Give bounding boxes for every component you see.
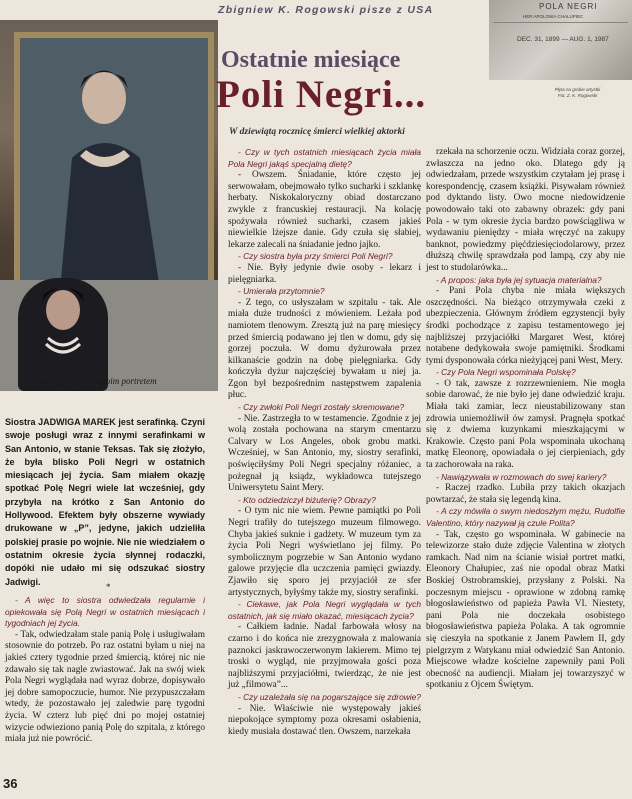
seated-figure-icon: [18, 278, 108, 391]
interview-question: - Czy zwłoki Poli Negri zostały skremowane?: [238, 402, 405, 413]
author-byline: Zbigniew K. Rogowski pisze z USA: [218, 4, 434, 16]
interview-question: - Czy siostra była przy śmierci Poli Negri?: [238, 251, 393, 262]
interview-question: - Nawiązywała w rozmowach do swej kariery?: [436, 471, 607, 482]
column-middle: [228, 147, 421, 738]
interview-answer: - Nie. Zastrzegła to w testamencie. Zgodnie z jej wolą została pochowana na starym cmentarzu Calvary w Los Angeles, obok grobu matki. Wcześniej, w San Antonio, my, siostry serafinki, poświęciłyśmy Poli Negri specjalny różaniec, a pożegnał ją ksiądz, wykładowca tutejszego Uniwersytetu Saint Mery.: [228, 413, 421, 494]
interview-answer: - Z tego, co usłyszałam w szpitalu - tak. Ale miała duże trudności z mówieniem. Leżała pod namiotem tlenowym. Zresztą już na parę miesięcy przed śmiercią podawano jej tlen w domu, gdy się gorzej poczuła. W domu dyżurowała przez kilkanaście godzin na dobę pielęgniarka. Gdy kończyła dyżur najczęściej bywałam u niej ja. Zgon był bezpośrednim następstwem zapalenia płuc.: [228, 297, 421, 401]
interview-question: - Czy Pola Negri wspominała Polskę?: [436, 367, 576, 378]
plaque-name: POLA NEGRI: [539, 2, 598, 11]
headline-main: Poli Negri...: [216, 73, 427, 116]
interview-answer: - Tak, odwiedzałam stale panią Polę i usługiwałam stosownie do potrzeb. Po raz ostatni byłam u niej na jakieś cztery tygodnie przed śmiercią, której nic nie zdawało się tak nagle zwiastować. Jak na swój wiek Pola Negri wyglądała nad wyraz dobrze, dopisywało jej dobre samopoczucie, humor. Nie przypuszczałam wtedy, że pozostawało jej zaledwie parę tygodni życia. W czterz lub pięć dni po mojej ostatniej wizycie odwieziono panią Polę do szpitala, z którego miała już nie powrócić.: [5, 629, 205, 745]
interview-answer: - Nie. Były jedynie dwie osoby - lekarz i pielęgniarka.: [228, 262, 421, 285]
portrait-photo: [0, 20, 218, 391]
headline-top: Ostatnie miesiące: [221, 47, 401, 73]
headline-subtitle: W dziewiątą rocznicę śmierci wielkiej aktorki: [229, 127, 405, 137]
interview-answer: - O tym nic nie wiem. Pewne pamiątki po Poli Negri trafiły do tutejszego muzeum filmowego. Chyba jakieś suknie i gadżety. W muzeum tym za życia Poli Negri wyświetlano jej filmy. Po symbolicznym pogrzebie w San Antonio wydano galowe przyjęcie dla uczczenia pamięci gwiazdy. Zjawiło się sporo jej przyjaciół ze sfer artystycznych, byłyśmy także my, siostry serafinki.: [228, 506, 421, 598]
interview-answer: rzekała na schorzenie oczu. Widziała coraz gorzej, zwłaszcza na jedno oko. Dlatego gdy ją odwiedzałam, przede wszystkim czytałam jej prasę i korespondencję, czasem książki. Pisywałam również pod dyktando listy. Owo mocne niedowidzenie powodowało taki oto zabawny obrazek: gdy pani Pola - w tym okresie życia bardzo powściągliwa w wydawaniu pieniędzy - miała wręczyć na zakupy banknot, powiedzmy pięćdziesięciodolarowy, przez dłuższą chwilę sprawdzała pod lampą, czy aby nie jest to studolarówka...: [426, 147, 625, 273]
column-left: [5, 595, 205, 746]
interview-answer: - Raczej rzadko. Lubiła przy takich okazjach powtarzać, że stała się legendą kina.: [426, 483, 625, 505]
interview-question: - Czy uzależała się na pogarszające się zdrowie?: [238, 691, 421, 702]
article-intro: Siostra JADWIGA MAREK jest serafinką. Czyni swoje posługi wraz z innymi serafinkami w San Antonio, w stanie Teksas. Tak się złożyło, że była blisko Poli Negri w ostatnich miesiącach jej życia. Sam miałem okazję spotkać Polę Negri wiele lat wcześniej, gdy przybyła na krótko z San Antonio do Hollywood. Efektem były obszerne wywiady drukowane w „P”, jedyne, jakich udzieliła polskiej prasie po wojnie. Nie nie wiedziałem o ostatnim okresie życia słynnej rodaczki, dopóki nie udało mi się odszukać siostry Jadwigi.: [5, 417, 205, 587]
interview-answer: - Nie. Właściwie nie występowały jakieś niepokojące symptomy poza okresami osłabienia, kiedy musiała dostawać tlen. Owszem, narzekała: [228, 703, 421, 737]
interview-question: - Umierała przytomnie?: [238, 286, 325, 297]
interview-answer: - Całkiem ładnie. Nadal farbowała włosy na czarno i do końca nie zrezygnowała z malowania paznokci jaskrawoczerwonym lakierem. Mimo tej troski o wygląd, nie przyjmowała gości poza najbliższymi przyjaciółmi, twierdząc, że nie jest już „filmowa”...: [228, 622, 421, 691]
column-right: [426, 147, 625, 692]
plaque-subname: HER APOLONIA CHALUPIEC: [523, 14, 584, 19]
interview-question: - A propos: jaka była jej sytuacja materialna?: [436, 274, 602, 285]
interview-question: - Ciekawe, jak Pola Negri wyglądała w tych ostatnich, jak się miało okazać, miesiącach życia?: [228, 599, 421, 621]
interview-answer: - O tak, zawsze z rozrzewnieniem. Nie mogła sobie darować, że nie było jej dane odwiedzić kraju. Miała taki zamiar, lecz nieustabilizowany stan zdrowia uniemożliwił ów zamysł. Pragnęła spotkać się z dwiema kuzynkami mieszkającymi w Krakowie. Często pani Pola wspominała ukochaną matkę Eleonorę, opowiadała o jej cierpieniach, gdy ta zachorowała na raka.: [426, 378, 625, 471]
interview-question: - Kto odziedziczył biżuterię? Obrazy?: [238, 494, 376, 505]
portrait-figure-icon: [20, 38, 208, 290]
grave-plaque-photo: [489, 0, 632, 80]
interview-question: - Czy w tych ostatnich miesiącach życia miała Pola Negri jakąś specjalną dietę?: [228, 147, 421, 169]
interview-answer: - Pani Pola chyba nie miała większych oszczędności. Na bieżąco otrzymywała czeki z ubezpieczenia. Głównym źródłem egzystencji były środki pochodzące z zapisu testamentowego jej najbliższej przyjaciółki Margaret West, której notabene dedykowała swoje pamiętniki. Środkami tymi dysponowała córka nieżyjącej pani West, Mery.: [426, 286, 625, 366]
pola-negri-seated: [18, 278, 108, 391]
interview-question: - A więc to siostra odwiedzała regularnie i opiekowała się Polą Negri w ostatnich miesiącach i tygodniach jej życia.: [5, 595, 205, 629]
section-separator: *: [106, 582, 111, 592]
plaque-divider: [493, 22, 628, 23]
plaque-dates: DEC. 31, 1899 — AUG. 1, 1987: [517, 36, 609, 43]
interview-question: - A czy mówiła o swym niedoszłym mężu, Rudolfie Valentino, który nazywał ją czule Polita?: [426, 506, 625, 528]
interview-answer: - Tak, często go wspominała. W gabinecie na telewizorze stało duże zdjęcie Valentina w złotych ramkach. Nad nim na ścianie wisiał portret matki, Eleonory Chałupiec, zaś nie opodal obraz Matki Boskiej Ostrobramskiej, przysłany z Polski. Na poczesnym miejscu - oprawione w zdobną ramkę błogosławieństwo od papieża Pawła VI. Niestety, pani Pola nie doczekała osobistego błogosławieństwa papieża Polaka. A tak ogromnie się cieszyła na spotkanie z Janem Pawłem II, gdy pielgrzym z Watykanu miał odwiedzić San Antonio. Miejscowe władze kościelne zapewniły pani Poli obecność na audiencji. Miałam jej towarzyszyć w spotkaniu z Ojcem Świętym.: [426, 529, 625, 691]
page-number: 36: [3, 776, 18, 791]
plaque-caption: Płyta na grobie artystki Fot. Z. K. Rogowski: [554, 87, 601, 98]
interview-answer: - Owszem. Śniadanie, które często jej serwowałam, obejmowało tylko sucharki i szklankę herbaty. Niskokaloryczny obiad dostarczano zwykle z francuskiej restauracji. Na kolację spożywała również sucharki, czasem jakieś niewielkie lżejsze danie. Gdy czuła się słabiej, lekarze zalecali na śniadanie jedno jajko.: [228, 170, 421, 250]
portrait-painting: [14, 32, 214, 296]
photo-caption: Pola Negri przed swoim portretem: [32, 376, 157, 386]
